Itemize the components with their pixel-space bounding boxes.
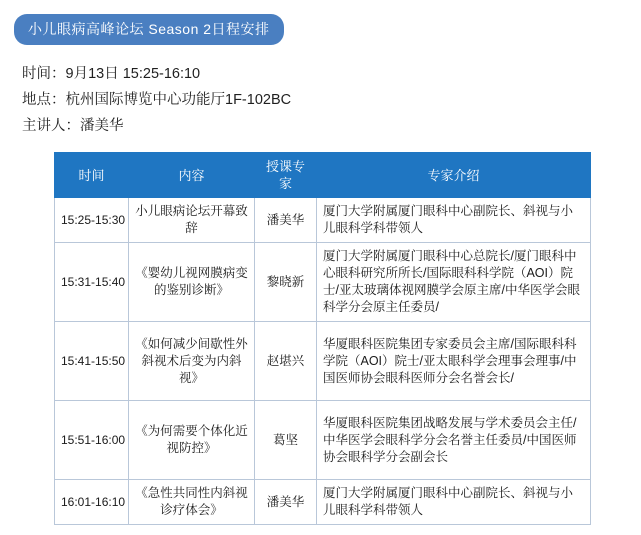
cell-bio: 厦门大学附属厦门眼科中心总院长/厦门眼科中心眼科研究所所长/国际眼科科学院（AOI）院士/亚太玻璃体视网膜学会原主席/中华医学会眼科学分会原主任委员/ xyxy=(317,243,591,322)
table-body xyxy=(55,198,591,525)
cell-speaker: 黎晓新 xyxy=(255,243,317,322)
cell-topic: 《婴幼儿视网膜病变的鉴别诊断》 xyxy=(129,243,255,322)
schedule-table-wrapper xyxy=(54,152,590,525)
cell-time: 16:01-16:10 xyxy=(55,480,129,525)
cell-time: 15:51-16:00 xyxy=(55,401,129,480)
event-meta xyxy=(22,63,641,138)
cell-speaker: 葛坚 xyxy=(255,401,317,480)
column-header-topic: 内容 xyxy=(129,153,255,198)
table-row xyxy=(55,243,591,322)
cell-topic: 《为何需要个体化近视防控》 xyxy=(129,401,255,480)
column-header-time: 时间 xyxy=(55,153,129,198)
cell-bio: 厦门大学附属厦门眼科中心副院长、斜视与小儿眼科学科带领人 xyxy=(317,480,591,525)
table-row xyxy=(55,322,591,401)
cell-time: 15:25-15:30 xyxy=(55,198,129,243)
cell-time: 15:31-15:40 xyxy=(55,243,129,322)
cell-topic: 《如何减少间歇性外斜视术后变为内斜视》 xyxy=(129,322,255,401)
table-row xyxy=(55,480,591,525)
cell-topic: 小儿眼病论坛开幕致辞 xyxy=(129,198,255,243)
table-header xyxy=(55,153,591,198)
cell-speaker: 赵堪兴 xyxy=(255,322,317,401)
cell-speaker: 潘美华 xyxy=(255,198,317,243)
page-title-banner: 小儿眼病高峰论坛 Season 2日程安排 xyxy=(14,14,284,45)
cell-speaker: 潘美华 xyxy=(255,480,317,525)
table-row xyxy=(55,198,591,243)
cell-time: 15:41-15:50 xyxy=(55,322,129,401)
column-header-bio: 专家介绍 xyxy=(317,153,591,198)
cell-bio: 华厦眼科医院集团战略发展与学术委员会主任/中华医学会眼科学分会名誉主任委员/中国医师协会眼科学分会副会长 xyxy=(317,401,591,480)
schedule-table xyxy=(54,152,591,525)
meta-time: 时间：9月13日 15:25-16:10 xyxy=(22,66,201,82)
meta-place: 地点：杭州国际博览中心功能厅1F-102BC xyxy=(22,92,292,108)
column-header-speaker: 授课专家 xyxy=(255,153,317,198)
cell-topic: 《急性共同性内斜视诊疗体会》 xyxy=(129,480,255,525)
table-header-row xyxy=(55,153,591,198)
cell-bio: 华厦眼科医院集团专家委员会主席/国际眼科科学院（AOI）院士/亚太眼科学会理事会理事/中国医师协会眼科医师分会名誉会长/ xyxy=(317,322,591,401)
meta-speaker: 主讲人：潘美华 xyxy=(22,118,124,134)
cell-bio: 厦门大学附属厦门眼科中心副院长、斜视与小儿眼科学科带领人 xyxy=(317,198,591,243)
table-row xyxy=(55,401,591,480)
